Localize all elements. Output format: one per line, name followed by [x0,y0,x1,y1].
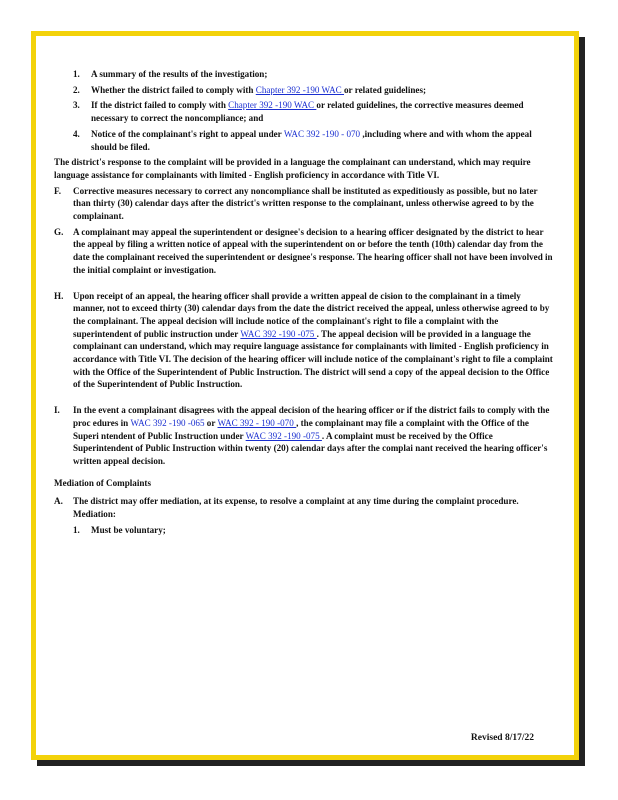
item-letter: A. [54,496,63,507]
item-text: If the district failed to comply with [91,100,229,111]
item-letter: F. [54,185,61,196]
list-item-I [54,404,554,468]
list-item [54,524,554,537]
item-text: Upon receipt of an appeal, the hearing officer shall provide a written appeal de cision to the complainant in a timely manner, not to exceed thirty (30) calendar days from the date the district received the appeal, unless otherwise agreed to by the complainant. The appeal decision will include notice of the complainant's right to file a complaint with the superintendent of public instruction under [73,290,550,339]
item-text: A complainant may appeal the superintendent or designee's decision to a hearing officer designated by the district to hear the appeal by filing a written notice of appeal with the superintendent on or before the tenth (10th) calendar day from the date the complainant received the superintendent or designee's response. The hearing officer shall not have been involved in the initial complaint or investigation. [73,226,553,275]
item-text: The district may offer mediation, at its expense, to resolve a complaint at any time during the complaint procedure. Mediation: [73,496,519,520]
item-letter: G. [54,226,64,237]
list-item [54,128,554,153]
document-body [54,68,554,540]
item-text: or related guidelines, the corrective measures deemed necessary to correct the noncompliance; and [91,100,524,124]
item-text: Whether the district failed to comply with [91,84,256,95]
wac-link[interactable]: Chapter 392 -190 WAC [228,100,317,111]
language-paragraph: The district's response to the complaint will be provided in a language the complainant can understand, which may require language assistance for complainants with limited - English proficiency in accordance with Title VI. [54,157,531,180]
item-text: , the complainant may file a complaint with the Office of the Superi ntendent of Public Instruction under [73,417,529,441]
item-text: or related guidelines; [344,84,427,95]
revision-date: Revised 8/17/22 [470,733,534,743]
item-text: Must be voluntary; [91,524,166,535]
wac-reference: WAC 392 -190 - 070 [283,128,361,139]
item-letter: H. [54,290,64,301]
wac-link[interactable]: WAC 392 -190 -075 [245,430,322,441]
wac-reference: WAC 392 -190 -065 [130,417,205,428]
list-item-A [54,495,554,520]
wac-link[interactable]: Chapter 392 -190 WAC [255,84,344,95]
item-number: 4. [73,128,80,139]
item-text: or [204,417,218,428]
item-number: 2. [73,84,80,95]
item-text: ,including where and with whom the appeal should be filed. [91,128,532,152]
list-item [54,99,554,124]
wac-link[interactable]: WAC 392 -190 -075 [240,328,317,339]
item-text: . The appeal decision will be provided in a language the complainant can understand, which may require language assistance for complainants with limited - English proficiency in accordance with Title VI. The decision of the hearing officer will include notice of the complainant's right to file a complaint with the Office of the Superintendent of Public Instruction. The district will send a copy of the appeal decision to the Office of the Superintendent of Public Instruction. [73,328,553,390]
item-letter: I. [54,405,60,416]
item-text: In the event a complainant disagrees with the appeal decision of the hearing officer or if the district fails to comply with the proc edures in [73,405,550,428]
wac-link[interactable]: WAC 392 - 190 -070 [217,417,297,428]
item-text: . A complaint must be received by the Office Superintendent of Public Instruction within twenty (20) calendar days after the complai nant received the hearing officer's written appeal decision. [73,430,548,466]
item-text: Corrective measures necessary to correct any noncompliance shall be instituted as expeditiously as possible, but no later than thirty (30) calendar days after the district's written response to the complainant, unless otherwise agreed to by the complainant. [73,185,538,222]
list-item-G [54,226,554,277]
item-number: 1. [73,69,80,79]
list-item-H [54,290,554,392]
list-item-F [54,185,554,223]
item-number: 3. [73,100,80,111]
item-text: A summary of the results of the investigation; [91,69,268,79]
item-number: 1. [73,524,80,535]
list-item [54,68,554,81]
section-heading: Mediation of Complaints [54,477,152,488]
item-text: Notice of the complainant's right to appeal under [91,128,284,139]
list-item [54,84,554,97]
